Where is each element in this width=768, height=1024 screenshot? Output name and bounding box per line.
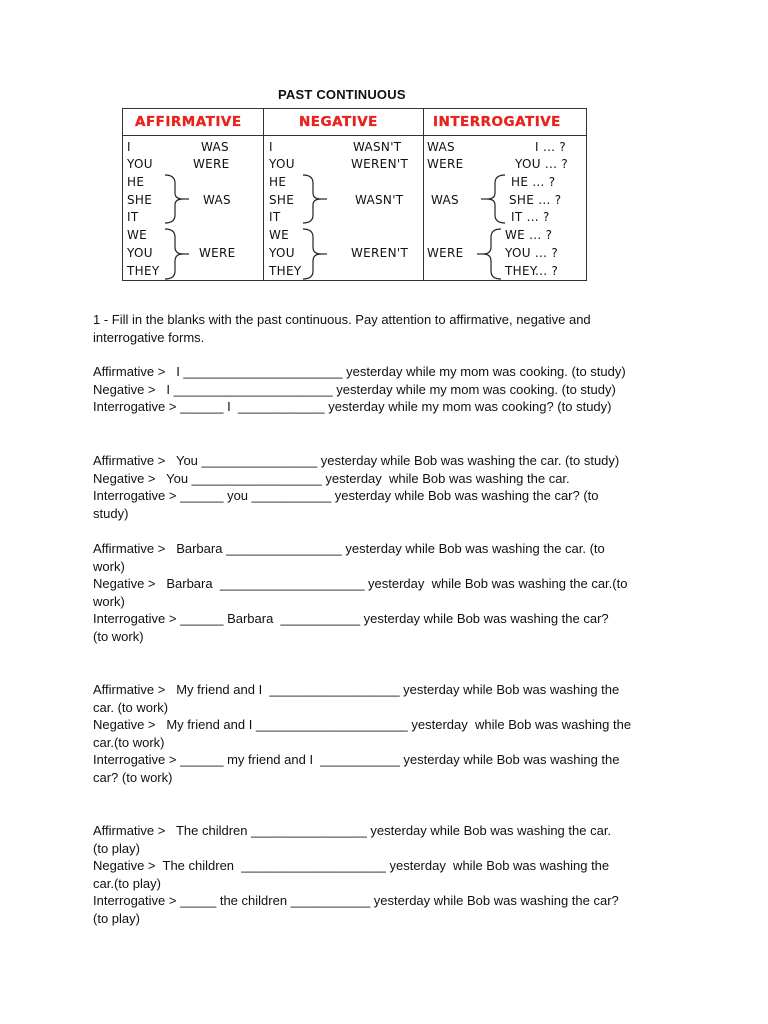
pronoun: SHE (269, 193, 295, 207)
verb: WERE (193, 157, 230, 171)
brace-icon (475, 227, 505, 281)
verb: WEREN'T (351, 246, 409, 260)
instructions: 1 - Fill in the blanks with the past continuous. Pay attention to affirmative, negative and interrogative forms. (93, 312, 591, 345)
brace-icon (299, 227, 329, 281)
verb: WEREN'T (351, 157, 409, 171)
exercise-block: Affirmative > My friend and I __________________ yesterday while Bob was washing the car. (to work) Negative > My friend and I _____________________ yesterday while Bob was washing the car.(to work) Interrogative > ______ my friend and I ___________ yesterday while Bob was washing the car? (to work) (93, 682, 632, 785)
pronoun: HE ... ? (511, 175, 556, 189)
pronoun: IT (127, 210, 139, 224)
exercise-block: Affirmative > Barbara ________________ yesterday while Bob was washing the car. (to work) Negative > Barbara ____________________ yesterday while Bob was washing the car.(to work) Interrogative > ______ Barbara ___________ yesterday while Bob was washing the car? (to work) (93, 541, 628, 644)
exercise-block: Affirmative > You ________________ yesterday while Bob was washing the car. (to study) Negative > You __________________ yesterday while Bob was washing the car. Interrogative > ______ you ___________ yesterday while Bob was washing the car? (to study) (93, 453, 620, 521)
pronoun: SHE ... ? (509, 193, 562, 207)
verb: WAS (201, 140, 229, 154)
pronoun: YOU ... ? (515, 157, 569, 171)
header-negative: NEGATIVE (299, 114, 378, 130)
brace-icon (479, 173, 509, 225)
verb: WASN'T (355, 193, 404, 207)
verb: WAS (203, 193, 231, 207)
pronoun: YOU (269, 246, 295, 260)
exercise-block: Affirmative > The children ________________ yesterday while Bob was washing the car. (to play) Negative > The children ____________________ yesterday while Bob was washing the car.(to play) Interrogative > _____ the children ___________ yesterday while Bob was washing the car? (to play) (93, 823, 619, 926)
page-title: PAST CONTINUOUS (278, 87, 406, 102)
pronoun: THEY... ? (505, 264, 559, 278)
verb: WERE (427, 157, 464, 171)
verb: WERE (427, 246, 464, 260)
pronoun: YOU (127, 246, 153, 260)
pronoun: I ... ? (535, 140, 567, 154)
pronoun: SHE (127, 193, 153, 207)
header-divider (123, 135, 586, 136)
pronoun: YOU (127, 157, 153, 171)
verb: WAS (431, 193, 459, 207)
brace-icon (299, 173, 329, 225)
pronoun: IT ... ? (511, 210, 550, 224)
grammar-chart (122, 108, 587, 281)
header-affirmative: AFFIRMATIVE (135, 114, 242, 130)
exercise-block: Affirmative > I ______________________ yesterday while my mom was cooking. (to study) Negative > I ______________________ yesterday while my mom was cooking. (to study) Interrogative > ______ I ____________ yesterday while my mom was cooking? (to study) (93, 364, 626, 414)
pronoun: I (127, 140, 131, 154)
pronoun: HE (127, 175, 145, 189)
pronoun: YOU ... ? (505, 246, 559, 260)
pronoun: WE (127, 228, 148, 242)
brace-icon (161, 227, 191, 281)
pronoun: WE (269, 228, 290, 242)
pronoun: WE ... ? (505, 228, 553, 242)
verb: WAS (427, 140, 455, 154)
pronoun: I (269, 140, 273, 154)
verb: WERE (199, 246, 236, 260)
pronoun: IT (269, 210, 281, 224)
pronoun: THEY (127, 264, 160, 278)
pronoun: THEY (269, 264, 302, 278)
brace-icon (161, 173, 191, 225)
header-interrogative: INTERROGATIVE (433, 114, 561, 130)
pronoun: HE (269, 175, 287, 189)
verb: WASN'T (353, 140, 402, 154)
pronoun: YOU (269, 157, 295, 171)
